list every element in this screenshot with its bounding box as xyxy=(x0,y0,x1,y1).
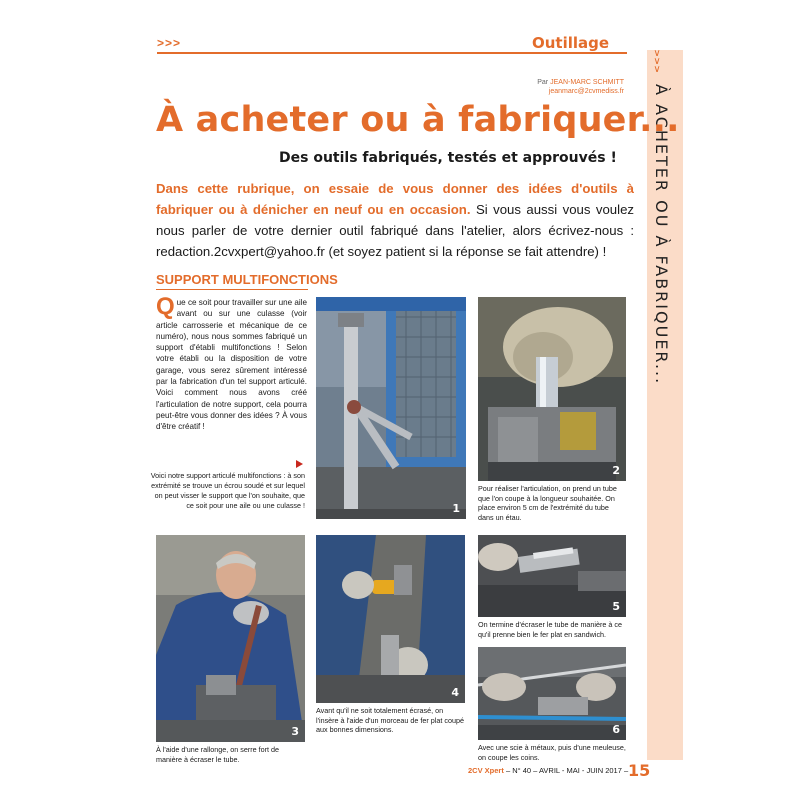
photo-extension-bar xyxy=(156,535,305,742)
footer xyxy=(468,766,628,775)
intro-text: Si vous aussi vous voulez nous parler de votre dernier outil fabriqué dans l'atelier, alors écrivez-nous : redaction.2cvxpert@yahoo.fr (et soyez patient si la réponse se fait attendre) ! xyxy=(156,202,634,259)
intro-highlight: Dans cette rubrique, on essaie de vous donner des idées d'outils à fabriquer ou à dénicher en neuf ou en occasion. xyxy=(156,181,634,217)
footer-brand: 2CV Xpert xyxy=(468,766,504,775)
article-title: À acheter ou à fabriquer... xyxy=(156,100,680,140)
drop-cap: Q xyxy=(156,293,175,320)
photo-hacksaw xyxy=(478,647,626,740)
photo-number-3: 3 xyxy=(291,725,299,738)
byline-prefix: Par xyxy=(537,79,549,86)
intro-paragraph xyxy=(156,178,634,262)
byline-author: JEAN-MARC SCHMITT xyxy=(550,79,624,86)
caption-2: Pour réaliser l'articulation, on prend un tube que l'on coupe à la longueur souhaitée. On place environ 5 cm de l'extrémité du tube dans un étau. xyxy=(478,484,617,522)
caption-3: À l'aide d'une rallonge, on serre fort de manière à écraser le tube. xyxy=(156,745,280,764)
photo-tube-in-vise xyxy=(478,297,626,481)
photo-number-2: 2 xyxy=(612,464,620,477)
caption-5: On termine d'écraser le tube de manière à ce qu'il prenne bien le fer plat en sandwich. xyxy=(478,620,622,639)
caption-6: Avec une scie à métaux, puis d'une meuleuse, on coupe les coins. xyxy=(478,743,626,762)
byline-email: jeanmarc@2cvmediss.fr xyxy=(548,88,624,95)
caption-arrow-icon xyxy=(296,460,303,468)
side-title: À ACHETER OU À FABRIQUER... xyxy=(652,84,671,386)
footer-issue: – N° 40 – AVRIL - MAI - JUIN 2017 – xyxy=(503,766,629,775)
article-body xyxy=(156,293,307,433)
caption-4: Avant qu'il ne soit totalement écrasé, on l'insère à l'aide d'un morceau de fer plat coupé aux bonnes dimensions. xyxy=(316,706,464,734)
photo-number-6: 6 xyxy=(612,723,620,736)
header-rule xyxy=(157,52,627,54)
rubric-rule xyxy=(156,289,308,290)
page-number: 15 xyxy=(628,761,651,780)
photo-number-1: 1 xyxy=(452,502,460,515)
photo-hammer xyxy=(316,535,465,703)
photo-flattened-tube xyxy=(478,535,626,617)
byline xyxy=(537,78,624,96)
side-chevrons: ∨ ∨ ∨ xyxy=(653,48,661,75)
section-title: Outillage xyxy=(532,34,610,52)
article-subtitle: Des outils fabriqués, testés et approuvés ! xyxy=(279,150,617,166)
rubric-heading: SUPPORT MULTIFONCTIONS xyxy=(156,272,338,287)
photo-number-4: 4 xyxy=(451,686,459,699)
photo-number-5: 5 xyxy=(612,600,620,613)
caption-1: Voici notre support articulé multifonctions : à son extrémité se trouve un écrou soudé et sur lequel on peut visser le support que l'on souhaite, que ce soit pour une aile ou une culasse ! xyxy=(150,471,305,510)
header-chevrons: >>> xyxy=(157,36,182,50)
article-body-text: ue ce soit pour travailler sur une aile avant ou sur une culasse (voir article carrosserie et mécanique de ce numéro), nous nous sommes fabriqué un support d'établi multifonctions ! Selon votre établi ou la disposition de votre garage, vous serez sûrement intéressé par la fabrication d'un tel support articulé. Voici comment nous avons créé l'articulation de notre support, cela pourra peut-être vous donner des idées ? À vous d'être créatif ! xyxy=(156,298,307,432)
photo-workbench-support xyxy=(316,297,466,519)
